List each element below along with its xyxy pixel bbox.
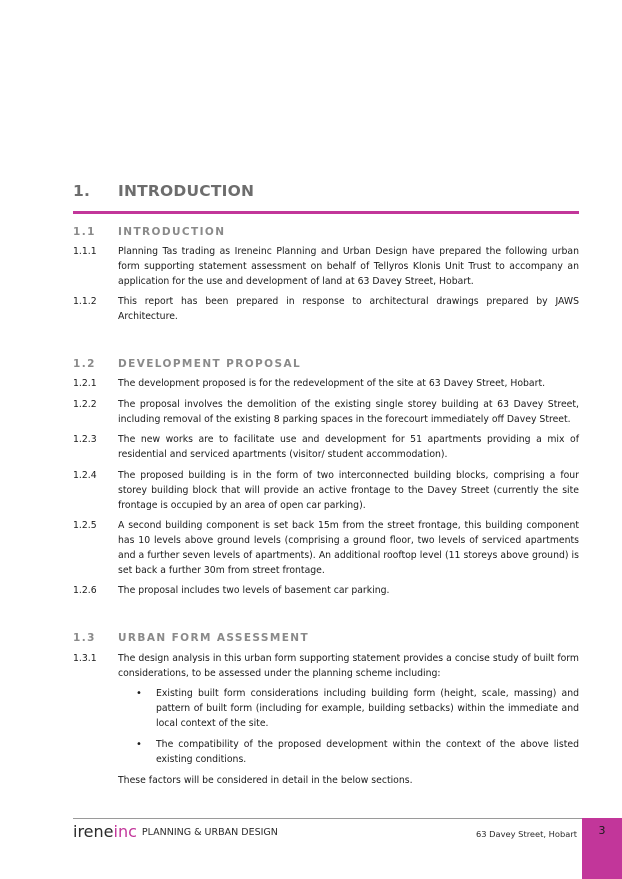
bullet-icon: • [136,688,142,699]
footer-brand-logo [73,822,278,841]
chapter-title: INTRODUCTION [118,182,255,200]
paragraph-text: The proposed building is in the form of two interconnected building blocks, comprising a four storey building block that will provide an active frontage to the Davey Street (currently the site frontage is occupied by an area of open car parking). [118,470,579,511]
paragraph-1-2-1 [73,376,579,391]
chapter-number: 1. [73,182,91,200]
paragraph-1-1-1 [73,244,579,289]
paragraph-text: The new works are to facilitate use and development for 51 apartments providing a mix of residential and serviced apartments (visitor/ student accommodation). [118,434,579,460]
section-number: 1.1 [73,226,96,238]
section-heading-1-1 [73,226,579,238]
paragraph-1-2-5 [73,518,579,578]
section-title: URBAN FORM ASSESSMENT [118,632,310,644]
section-title: DEVELOPMENT PROPOSAL [118,358,302,370]
paragraph-text: The proposal includes two levels of basement car parking. [118,585,390,596]
section-title: INTRODUCTION [118,226,226,238]
paragraph-text: This report has been prepared in response to architectural drawings prepared by JAWS Architecture. [118,296,579,322]
paragraph-1-3-1 [73,651,579,681]
paragraph-text: The proposal involves the demolition of the existing single storey building at 63 Davey Street, including removal of the existing 8 parking spaces in the forecourt immediately off Davey Street. [118,399,579,425]
paragraph-number: 1.2.4 [73,470,97,481]
footer-address: 63 Davey Street, Hobart [475,829,577,839]
paragraph-1-2-4 [73,468,579,513]
paragraph-number: 1.1.1 [73,246,97,257]
paragraph-number: 1.2.6 [73,585,97,596]
bullet-item-2 [136,737,579,767]
section-number: 1.2 [73,358,96,370]
paragraph-number: 1.3.1 [73,653,97,664]
footer-rule [73,818,582,819]
paragraph-text: Planning Tas trading as Ireneinc Planning and Urban Design have prepared the following urban form supporting statement assessment on behalf of Tellyros Klonis Unit Trust to accompany an application for the use and development of land at 63 Davey Street, Hobart. [118,246,579,287]
paragraph-1-2-3 [73,432,579,462]
bullet-item-1 [136,686,579,731]
brand-inc: inc [113,822,137,841]
paragraph-number: 1.2.1 [73,378,97,389]
page-number: 3 [598,824,606,837]
chapter-heading-rule [73,211,579,214]
chapter-heading [73,182,579,200]
page-number-badge [582,818,622,879]
paragraph-text: A second building component is set back 15m from the street frontage, this building component has 10 levels above ground levels (comprising a ground floor, two levels of serviced apartments and a further seven levels of apartments). An additional rooftop level (11 storeys above ground) is set back a further 30m from street frontage. [118,520,579,576]
paragraph-number: 1.2.2 [73,399,97,410]
brand-tagline: PLANNING & URBAN DESIGN [141,827,278,838]
paragraph-number: 1.2.3 [73,434,97,445]
section-heading-1-3 [73,632,579,644]
section-number: 1.3 [73,632,96,644]
bullet-icon: • [136,739,142,750]
bullet-text: The compatibility of the proposed development within the context of the above listed existing conditions. [156,739,579,765]
paragraph-number: 1.2.5 [73,520,97,531]
paragraph-1-2-2 [73,397,579,427]
brand-irene: irene [73,822,114,841]
paragraph-text: The development proposed is for the redevelopment of the site at 63 Davey Street, Hobart. [118,378,546,389]
section-heading-1-2 [73,358,579,370]
bullet-text: Existing built form considerations including building form (height, scale, massing) and pattern of built form (including for example, building setbacks) within the immediate and local context of the site. [156,688,579,729]
paragraph-1-2-6 [73,583,579,598]
paragraph-text: The design analysis in this urban form supporting statement provides a concise study of built form considerations, to be assessed under the planning scheme including: [118,653,579,679]
paragraph-1-1-2 [73,294,579,324]
paragraph-number: 1.1.2 [73,296,97,307]
closing-sentence: These factors will be considered in detail in the below sections. [118,775,413,786]
